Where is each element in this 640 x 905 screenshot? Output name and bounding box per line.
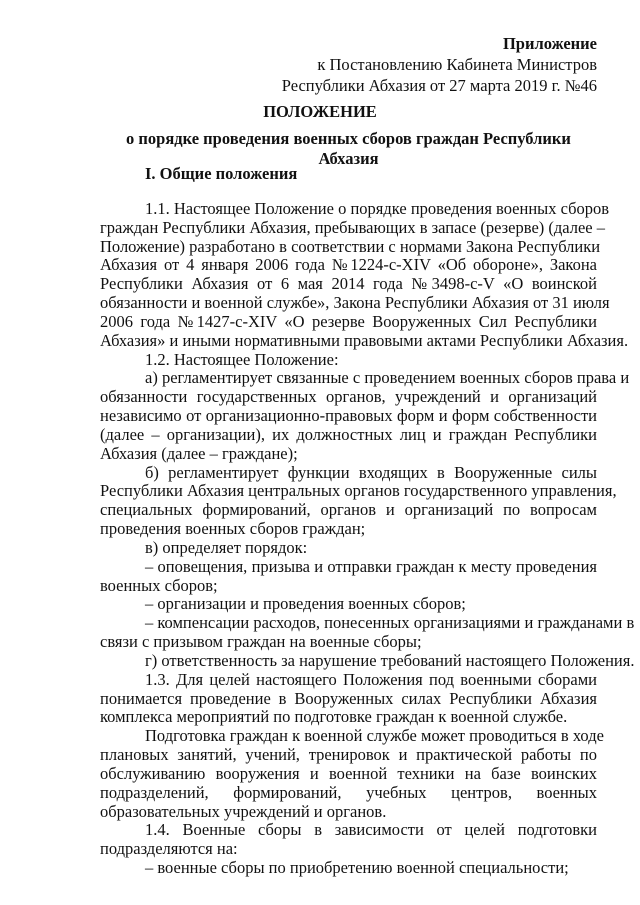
- text-line: 1.4. Военные сборы в зависимости от целей подготовки: [145, 820, 597, 840]
- text-line: – военные сборы по приобретению военной специальности;: [145, 857, 569, 877]
- text-line: г) ответственность за нарушение требований настоящего Положения.: [145, 650, 635, 670]
- text-line: Положение) разработано в соответствии с нормами Закона Республики: [100, 236, 601, 256]
- text-line: военных сборов;: [100, 575, 218, 595]
- text-line: граждан Республики Абхазия, пребывающих в запасе (резерве) (далее –: [100, 217, 605, 237]
- text-line: комплекса мероприятий по подготовке граждан к военной службе.: [100, 707, 568, 727]
- paragraph: [100, 199, 629, 351]
- appendix-line-3: Республики Абхазия от 27 марта 2019 г. №46: [281, 76, 597, 95]
- document-body: [100, 199, 635, 878]
- text-line: Республики Абхазия центральных органов государственного управления,: [100, 481, 617, 501]
- paragraph: [100, 368, 630, 463]
- text-line: 1.1. Настоящее Положение о порядке проведения военных сборов: [145, 199, 610, 218]
- document-subtitle: о порядке проведения военных сборов граждан Республики Абхазия: [126, 129, 571, 168]
- text-line: Абхазия (далее – граждане);: [100, 443, 298, 463]
- text-line: Абхазия от 4 января 2006 года №1224-с-XIV «Об обороне», Закона: [100, 255, 597, 275]
- text-line: понимается проведение в Вооруженных силах Республики Абхазия: [100, 688, 597, 708]
- text-line: плановых занятий, учений, тренировок и практической работы по: [100, 745, 597, 765]
- text-line: – организации и проведения военных сборов;: [145, 594, 466, 614]
- section-heading: I. Общие положения: [145, 164, 298, 183]
- paragraph: [100, 613, 635, 652]
- paragraph: [100, 726, 604, 821]
- text-line: обслуживанию вооружения и военной техники на базе воинских: [100, 763, 597, 783]
- appendix-label: Приложение: [502, 34, 597, 53]
- appendix-header: [282, 33, 597, 96]
- text-line: 1.3. Для целей настоящего Положения под военными сборами: [145, 669, 597, 689]
- paragraph: [100, 650, 635, 671]
- paragraph: [100, 462, 617, 539]
- document-title: ПОЛОЖЕНИЕ: [263, 102, 377, 121]
- paragraph: [100, 351, 597, 370]
- text-line: 2006 года №1427-с-XIV «О резерве Вооруженных Сил Республики: [100, 311, 597, 331]
- text-line: Республики Абхазия от 6 мая 2014 года №3498-с-V «О воинской: [100, 274, 597, 294]
- text-line: образовательных учреждений и органов.: [100, 801, 387, 821]
- appendix-line-2: к Постановлению Кабинета Министров: [317, 55, 597, 74]
- text-line: Подготовка граждан к военной службе может проводиться в ходе: [145, 726, 604, 746]
- text-line: Абхазия» и иными нормативными правовыми актами Республики Абхазия.: [100, 330, 629, 350]
- text-line: б) регламентирует функции входящих в Вооруженные силы: [145, 462, 597, 482]
- text-line: 1.2. Настоящее Положение:: [145, 349, 339, 369]
- text-line: проведения военных сборов граждан;: [100, 519, 366, 539]
- text-line: – оповещения, призыва и отправки граждан к месту проведения: [145, 556, 597, 576]
- paragraph: [100, 671, 597, 727]
- paragraph: [100, 821, 597, 859]
- text-line: связи с призывом граждан на военные сборы;: [100, 632, 422, 652]
- text-line: специальных формирований, органов и организаций по вопросам: [100, 500, 597, 520]
- text-line: подразделяются на:: [100, 839, 238, 859]
- text-line: – компенсации расходов, понесенных организациями и гражданами в: [145, 613, 635, 633]
- paragraph: [100, 558, 597, 596]
- text-line: независимо от организационно-правовых форм и форм собственности: [100, 406, 597, 426]
- text-line: подразделений, формирований, учебных центров, военных: [100, 782, 597, 802]
- paragraph: [100, 595, 597, 614]
- text-line: обязанности и военной службе», Закона Республики Абхазия от 31 июля: [100, 293, 610, 313]
- text-line: а) регламентирует связанные с проведением военных сборов права и: [145, 368, 630, 388]
- paragraph: [100, 539, 597, 558]
- text-line: (далее – организации), их должностных лиц и граждан Республики: [100, 424, 597, 444]
- paragraph: [100, 859, 597, 878]
- text-line: в) определяет порядок:: [145, 537, 308, 557]
- text-line: обязанности государственных органов, учреждений и организаций: [100, 387, 597, 407]
